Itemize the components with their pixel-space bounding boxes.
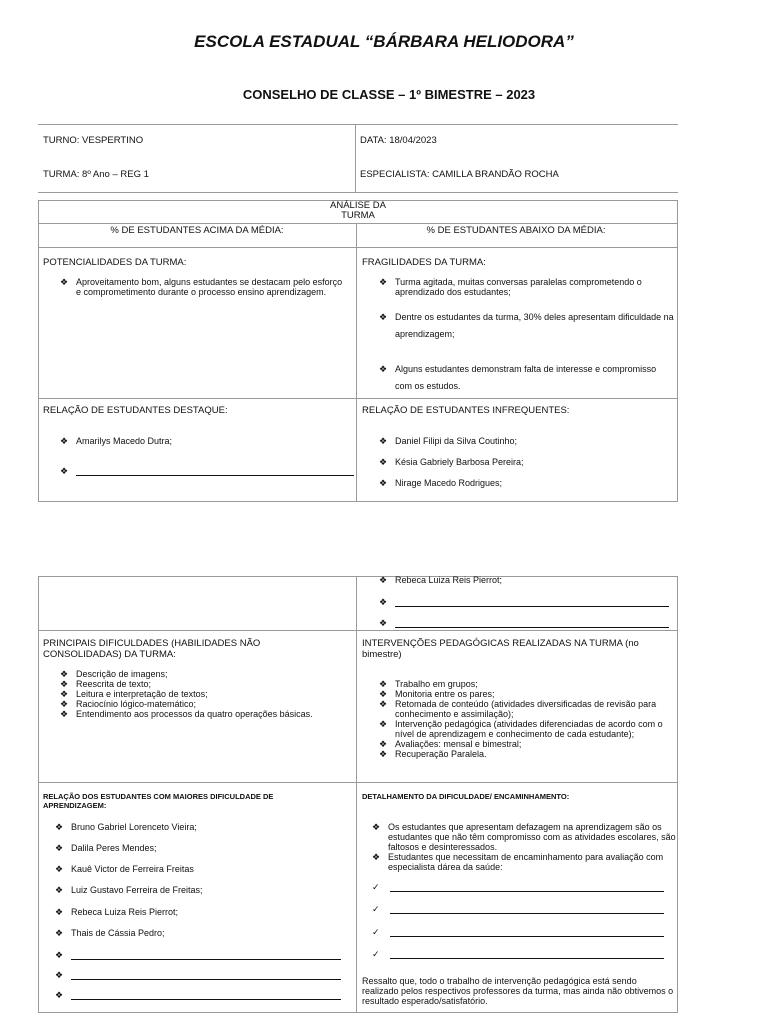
heading-line: INTERVENÇÕES PEDAGÓGICAS REALIZADAS NA TURMA (no <box>362 638 639 649</box>
list-item <box>379 679 677 689</box>
blank-line <box>71 970 341 980</box>
list-item <box>379 436 674 446</box>
diamond-bullet-icon: ❖ <box>379 478 388 488</box>
potencialidades-list <box>60 277 345 297</box>
diamond-bullet-icon: ❖ <box>55 990 64 1000</box>
list-item-text: Luiz Gustavo Ferreira de Freitas; <box>71 885 203 895</box>
diamond-bullet-icon: ❖ <box>379 277 388 287</box>
list-item <box>372 822 676 852</box>
blank-line <box>390 904 664 914</box>
infrequentes-list-continued <box>379 575 674 628</box>
diamond-bullet-icon: ❖ <box>55 928 64 938</box>
abaixo-media-label: % DE ESTUDANTES ABAIXO DA MÉDIA: <box>426 225 606 236</box>
list-item-text: Retomada de conteúdo (atividades diversificadas de revisão para conhecimento e assimilação); <box>395 699 657 719</box>
list-item-text: Rebeca Luiza Reis Pierrot; <box>71 907 179 917</box>
school-title: ESCOLA ESTADUAL “BÁRBARA HELIODORA” <box>194 32 574 51</box>
diamond-bullet-icon: ❖ <box>379 749 388 759</box>
check-line-item <box>372 882 672 904</box>
list-item-text: Rebeca Luiza Reis Pierrot; <box>395 575 503 585</box>
list-item-text: Avaliações: mensal e bimestral; <box>395 739 522 749</box>
diamond-bullet-icon: ❖ <box>60 277 69 287</box>
intervencoes-list <box>379 679 677 759</box>
list-item <box>379 749 677 759</box>
list-item-text: Turma agitada, muitas conversas paralelas comprometendo o aprendizado dos estudantes; <box>395 277 642 297</box>
destaque-heading: RELAÇÃO DE ESTUDANTES DESTAQUE: <box>43 405 228 416</box>
data-field: DATA: 18/04/2023 <box>360 135 437 146</box>
list-item <box>379 699 677 719</box>
list-item-text: Thais de Cássia Pedro; <box>71 928 165 938</box>
list-item-text: Trabalho em grupos; <box>395 679 478 689</box>
fragilidades-list <box>379 277 674 395</box>
diamond-bullet-icon: ❖ <box>60 679 69 689</box>
diamond-bullet-icon: ❖ <box>379 457 388 467</box>
diamond-bullet-icon: ❖ <box>55 843 64 853</box>
list-item <box>372 852 676 872</box>
list-item <box>55 928 350 950</box>
divider <box>38 192 678 193</box>
diamond-bullet-icon: ❖ <box>379 689 388 699</box>
diamond-bullet-icon: ❖ <box>60 466 69 476</box>
heading-line: PRINCIPAIS DIFICULDADES (HABILIDADES NÃO <box>43 638 261 649</box>
turma-field: TURMA: 8º Ano – REG 1 <box>43 169 149 180</box>
blank-line <box>390 949 664 959</box>
list-item <box>379 361 674 395</box>
list-item <box>55 864 350 885</box>
list-item <box>55 885 350 907</box>
list-item <box>60 679 350 689</box>
dificuldades-heading <box>43 638 260 660</box>
infrequentes-heading: RELAÇÃO DE ESTUDANTES INFREQUENTES: <box>362 405 570 416</box>
list-item <box>60 699 350 709</box>
diamond-bullet-icon: ❖ <box>60 436 69 446</box>
especialista-field: ESPECIALISTA: CAMILLA BRANDÃO ROCHA <box>360 169 559 180</box>
list-item <box>60 669 350 679</box>
list-item <box>379 309 674 343</box>
list-item <box>379 277 674 297</box>
diamond-bullet-icon: ❖ <box>379 436 388 446</box>
diamond-bullet-icon: ❖ <box>55 864 64 874</box>
list-item <box>55 907 350 928</box>
blank-line <box>390 927 664 937</box>
check-mark-icon: ✓ <box>372 927 380 937</box>
diamond-bullet-icon: ❖ <box>379 699 388 709</box>
blank-line <box>71 950 341 960</box>
blank-line <box>76 466 354 476</box>
diamond-bullet-icon: ❖ <box>379 575 388 585</box>
acima-media-label: % DE ESTUDANTES ACIMA DA MÉDIA: <box>110 225 284 236</box>
diamond-bullet-icon: ❖ <box>379 597 388 607</box>
analise-title-line: TURMA <box>341 210 375 221</box>
list-item-text: Dalila Peres Mendes; <box>71 843 157 853</box>
heading-line: RELAÇÃO DOS ESTUDANTES COM MAIORES DIFICULDADE DE <box>43 792 274 801</box>
list-item <box>55 822 350 843</box>
list-item-text: Monitoria entre os pares; <box>395 689 495 699</box>
blank-line <box>71 990 341 1000</box>
diamond-bullet-icon: ❖ <box>379 364 388 374</box>
divider <box>355 124 356 192</box>
list-item-text: Aproveitamento bom, alguns estudantes se destacam pelo esforço e comprometimento durante o processo ensino aprendizagem. <box>76 277 343 297</box>
detalhamento-list <box>372 822 676 872</box>
blank-line-item <box>379 618 674 628</box>
list-item <box>60 709 350 719</box>
diamond-bullet-icon: ❖ <box>372 852 381 862</box>
diamond-bullet-icon: ❖ <box>55 822 64 832</box>
intervencoes-heading <box>362 638 674 660</box>
list-item-text: Kauê Victor de Ferreira Freitas <box>71 864 194 874</box>
list-item-text: Recuperação Paralela. <box>395 749 487 759</box>
diamond-bullet-icon: ❖ <box>379 312 388 322</box>
detalhamento-heading: DETALHAMENTO DA DIFICULDADE/ ENCAMINHAMENTO: <box>362 792 570 801</box>
divider <box>38 247 678 248</box>
list-item-text: Leitura e interpretação de textos; <box>76 689 208 699</box>
divider <box>38 398 678 399</box>
divider <box>38 124 678 125</box>
diamond-bullet-icon: ❖ <box>379 739 388 749</box>
blank-line <box>395 618 669 628</box>
check-mark-icon: ✓ <box>372 949 380 959</box>
list-item-text: Bruno Gabriel Lorenceto Vieira; <box>71 822 197 832</box>
list-item-text: Descrição de imagens; <box>76 669 168 679</box>
detalhamento-note: Ressalto que, todo o trabalho de intervenção pedagógica está sendo realizado pelos respectivos professores da turma, mas ainda não obtivemos o resultado esperado/satisfatório. <box>362 976 674 1006</box>
list-item <box>379 478 674 488</box>
maiores-dificuldades-heading <box>43 792 343 810</box>
heading-line: CONSOLIDADAS) DA TURMA: <box>43 649 176 660</box>
divider <box>38 630 678 631</box>
maiores-dificuldades-list <box>55 822 350 1010</box>
check-line-item <box>372 949 672 971</box>
check-mark-icon: ✓ <box>372 882 380 892</box>
divider <box>356 576 357 1013</box>
list-item-text: Intervenção pedagógica (atividades diferenciadas de acordo com o nível de aprendizagem e conhecimento de cada estudante); <box>395 719 663 739</box>
diamond-bullet-icon: ❖ <box>60 699 69 709</box>
list-item-text: Daniel Filipi da Silva Coutinho; <box>395 436 518 446</box>
blank-line-item <box>379 597 674 607</box>
check-line-item <box>372 927 672 949</box>
potencialidades-heading: POTENCIALIDADES DA TURMA: <box>43 257 187 268</box>
blank-line-item <box>60 466 355 476</box>
check-line-item <box>372 904 672 927</box>
infrequentes-list <box>379 436 674 488</box>
list-item <box>60 277 345 297</box>
divider <box>38 782 678 783</box>
diamond-bullet-icon: ❖ <box>55 907 64 917</box>
blank-line-item <box>55 990 350 1010</box>
dificuldades-list <box>60 669 350 719</box>
list-item-text: Reescrita de texto; <box>76 679 152 689</box>
list-item-text: Os estudantes que apresentam defazagem na aprendizagem são os estudantes que não têm compromisso com as atividades escolares, são faltosos e desinteressados. <box>388 822 676 852</box>
list-item-text: Entendimento aos processos da quatro operações básicas. <box>76 709 313 719</box>
destaque-list <box>60 436 355 476</box>
list-item-text: Késia Gabriely Barbosa Pereira; <box>395 457 524 467</box>
heading-line: bimestre) <box>362 649 402 660</box>
diamond-bullet-icon: ❖ <box>379 719 388 729</box>
diamond-bullet-icon: ❖ <box>379 679 388 689</box>
diamond-bullet-icon: ❖ <box>60 669 69 679</box>
check-mark-icon: ✓ <box>372 904 380 914</box>
list-item <box>379 719 677 739</box>
turno-field: TURNO: VESPERTINO <box>43 135 144 146</box>
list-item <box>55 843 350 864</box>
list-item <box>379 457 674 467</box>
divider <box>356 223 357 501</box>
analise-title-line: ANÁLISE DA <box>330 200 386 211</box>
diamond-bullet-icon: ❖ <box>379 618 388 628</box>
blank-line <box>395 597 669 607</box>
divider <box>38 223 678 224</box>
analise-title <box>38 201 678 221</box>
diamond-bullet-icon: ❖ <box>55 950 64 960</box>
list-item <box>379 689 677 699</box>
diamond-bullet-icon: ❖ <box>55 970 64 980</box>
list-item <box>379 575 674 585</box>
list-item <box>60 689 350 699</box>
list-item-text: Amarilys Macedo Dutra; <box>76 436 173 446</box>
diamond-bullet-icon: ❖ <box>60 689 69 699</box>
list-item-text: Nirage Macedo Rodrigues; <box>395 478 503 488</box>
list-item <box>379 739 677 749</box>
fragilidades-heading: FRAGILIDADES DA TURMA: <box>362 257 486 268</box>
list-item-text: Raciocínio lógico-matemático; <box>76 699 197 709</box>
diamond-bullet-icon: ❖ <box>55 885 64 895</box>
diamond-bullet-icon: ❖ <box>60 709 69 719</box>
list-item-text: Dentre os estudantes da turma, 30% deles apresentam dificuldade na aprendizagem; <box>395 312 674 339</box>
blank-line-item <box>55 950 350 970</box>
list-item-text: Alguns estudantes demonstram falta de interesse e compromisso com os estudos. <box>395 364 657 391</box>
council-title: CONSELHO DE CLASSE – 1º BIMESTRE – 2023 <box>242 87 536 102</box>
heading-line: APRENDIZAGEM: <box>43 801 107 810</box>
list-item <box>60 436 355 446</box>
blank-line-item <box>55 970 350 990</box>
list-item-text: Estudantes que necessitam de encaminhamento para avaliação com especialista dárea da saúde: <box>388 852 664 872</box>
diamond-bullet-icon: ❖ <box>372 822 381 832</box>
check-lines <box>372 882 672 971</box>
blank-line <box>390 882 664 892</box>
